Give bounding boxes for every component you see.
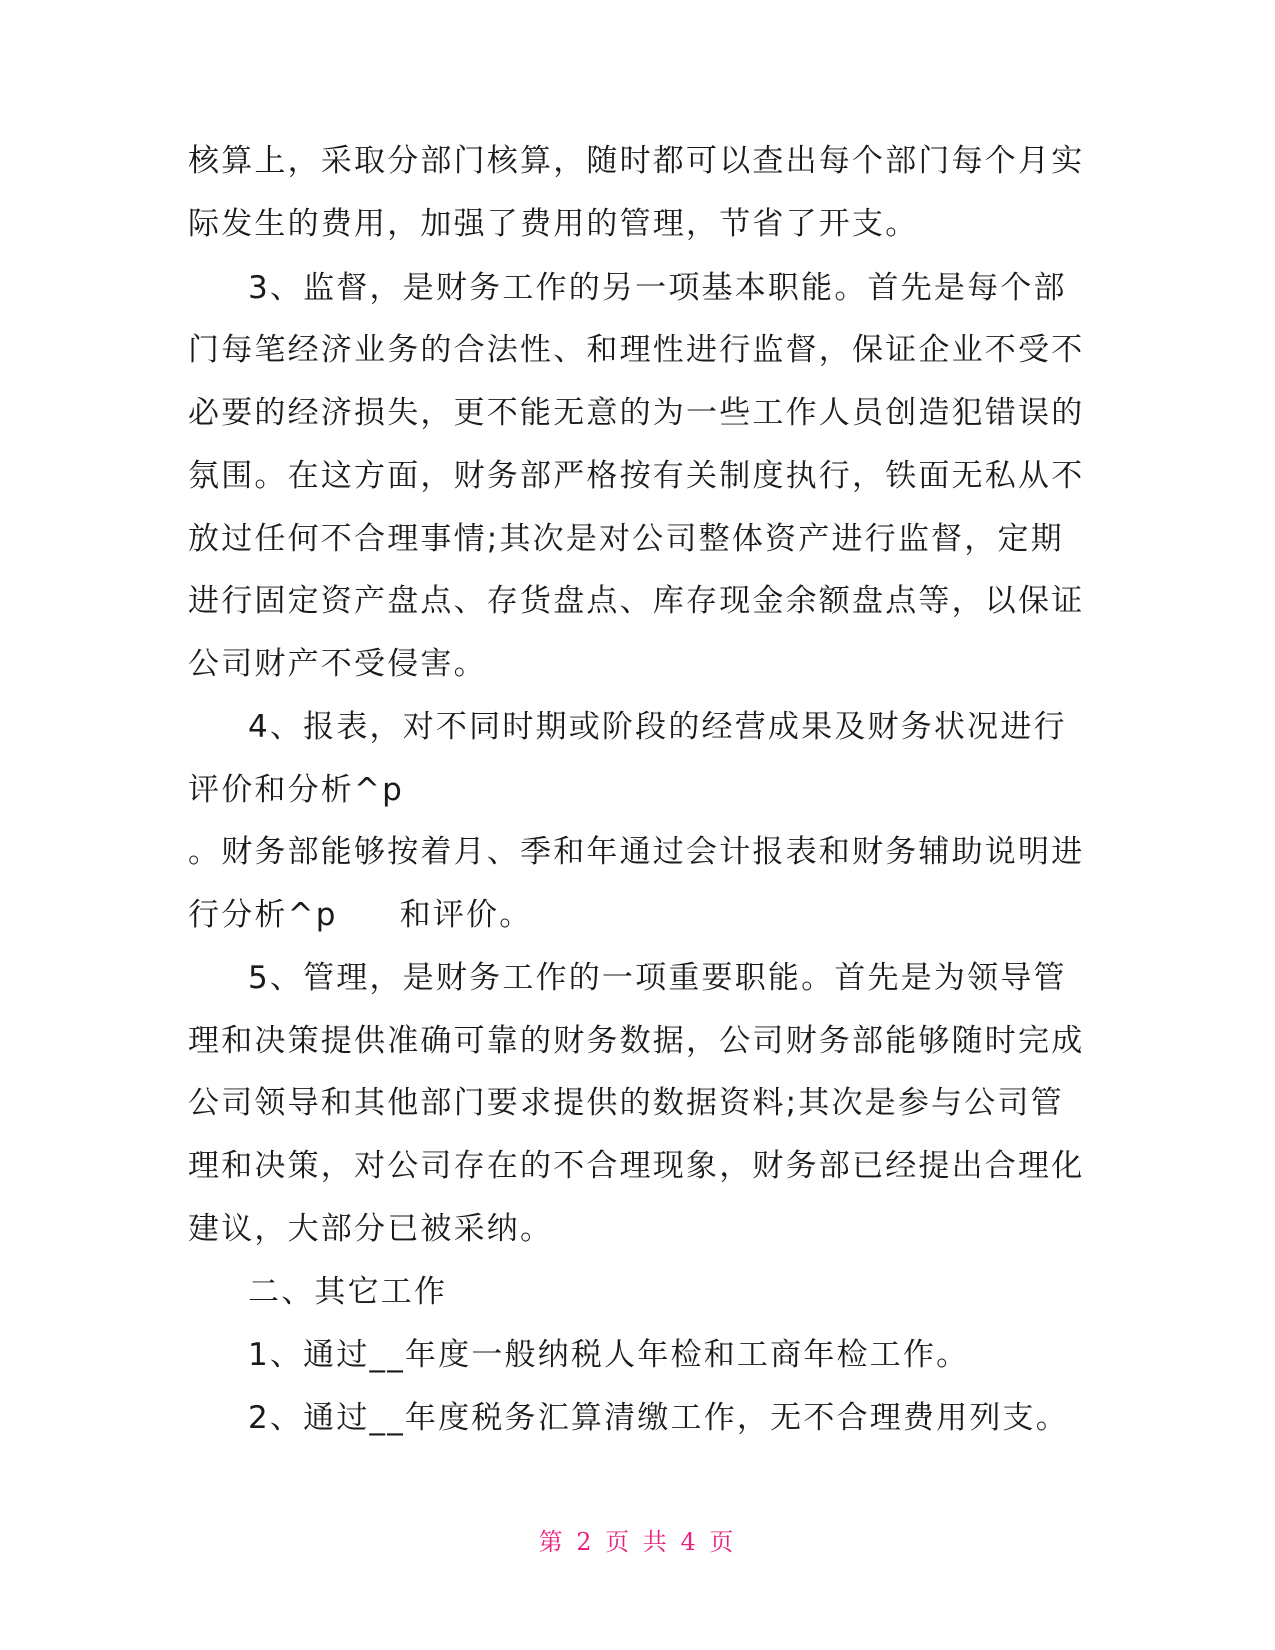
list-item: 1、通过__年度一般纳税人年检和工商年检工作。 bbox=[248, 1337, 970, 1373]
text-segment: 和评价。 bbox=[399, 897, 533, 933]
text-line: 公司领导和其他部门要求提供的数据资料;其次是参与公司管 bbox=[188, 1085, 1064, 1121]
text-line: 建议，大部分已被采纳。 bbox=[188, 1211, 554, 1247]
text-line: 必要的经济损失，更不能无意的为一些工作人员创造犯错误的 bbox=[188, 395, 1085, 431]
text-line: 公司财产不受侵害。 bbox=[188, 646, 487, 682]
list-item: 2、通过__年度税务汇算清缴工作，无不合理费用列支。 bbox=[248, 1400, 1069, 1436]
text-line-with-gap bbox=[188, 895, 532, 935]
text-line: 氛围。在这方面，财务部严格按有关制度执行，铁面无私从不 bbox=[188, 458, 1085, 494]
text-line: 评价和分析^p bbox=[188, 772, 405, 808]
paragraph-3-start: 3、监督，是财务工作的另一项基本职能。首先是每个部 bbox=[248, 270, 1067, 306]
page-number-footer: 第 2 页 共 4 页 bbox=[538, 1528, 737, 1556]
text-line: 门每笔经济业务的合法性、和理性进行监督，保证企业不受不 bbox=[188, 332, 1085, 368]
paragraph-5-start: 5、管理，是财务工作的一项重要职能。首先是为领导管 bbox=[248, 960, 1067, 996]
text-segment: 行分析^p bbox=[188, 897, 338, 933]
text-line: 理和决策提供准确可靠的财务数据，公司财务部能够随时完成 bbox=[188, 1023, 1085, 1059]
text-line: 理和决策，对公司存在的不合理现象，财务部已经提出合理化 bbox=[188, 1148, 1085, 1184]
text-line: 进行固定资产盘点、存货盘点、库存现金余额盘点等，以保证 bbox=[188, 583, 1085, 619]
paragraph-4-start: 4、报表，对不同时期或阶段的经营成果及财务状况进行 bbox=[248, 709, 1067, 745]
section-heading: 二、其它工作 bbox=[248, 1274, 448, 1310]
text-line: 核算上，采取分部门核算，随时都可以查出每个部门每个月实 bbox=[188, 143, 1085, 179]
text-line: 放过任何不合理事情;其次是对公司整体资产进行监督，定期 bbox=[188, 521, 1064, 557]
text-line: 。财务部能够按着月、季和年通过会计报表和财务辅助说明进 bbox=[188, 834, 1085, 870]
text-line: 际发生的费用，加强了费用的管理，节省了开支。 bbox=[188, 206, 919, 242]
